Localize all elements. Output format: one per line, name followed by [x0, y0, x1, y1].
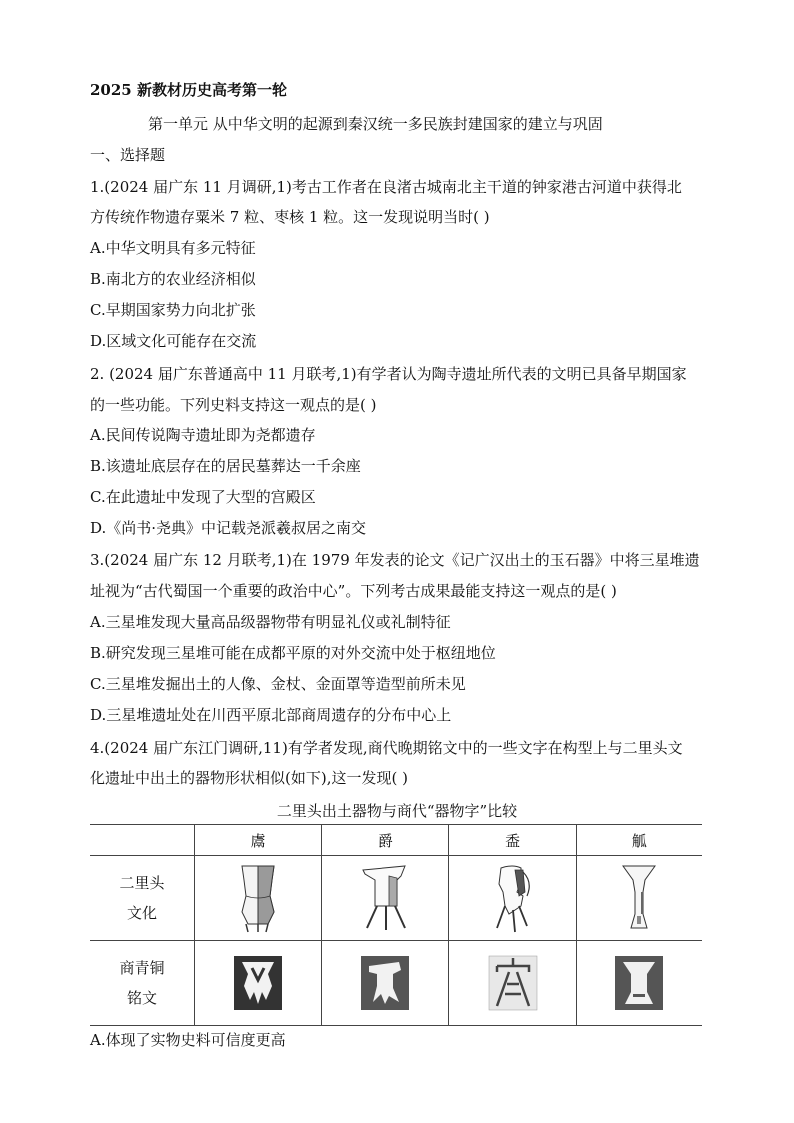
table-caption: 二里头出土器物与商代“器物字”比较 [276, 802, 518, 820]
inscription-yan-image [194, 941, 321, 1026]
gu-inscription-rubbing [609, 952, 669, 1014]
row-label-line: 商青铜 [119, 959, 165, 977]
row-label-line: 铭文 [126, 989, 157, 1007]
question-3-option-d: D.三星堆遗址处在川西平原北部商周遗存的分布中心上 [90, 706, 452, 724]
question-1-stem-line-2: 方传统作物遗存粟米 7 粒、枣核 1 粒。这一发现说明当时( ) [90, 208, 490, 226]
question-2-option-c: C.在此遗址中发现了大型的宫殿区 [90, 488, 316, 506]
row-label-line: 文化 [126, 904, 157, 922]
erlitou-he-image [449, 856, 576, 941]
row-label-shang-bronze [90, 941, 194, 1026]
question-1-option-d: D.区域文化可能存在交流 [90, 332, 257, 350]
comparison-table [90, 824, 702, 1026]
question-3-option-c: C.三星堆发掘出土的人像、金杖、金面罩等造型前所未见 [90, 675, 466, 693]
question-1-option-c: C.早期国家势力向北扩张 [90, 301, 256, 319]
question-4-option-a: A.体现了实物史料可信度更高 [90, 1031, 286, 1049]
column-header-yan: 鬳 [194, 825, 321, 856]
he-vessel-drawing [483, 862, 543, 934]
question-2-stem-line-1: 2. (2024 届广东普通高中 11 月联考,1)有学者认为陶寺遗址所代表的文明已具备早期国家 [90, 365, 687, 383]
erlitou-jue-image [322, 856, 449, 941]
document-title: 2025 新教材历史高考第一轮 [90, 81, 287, 99]
table-header-corner [90, 825, 194, 856]
row-label-line: 二里头 [119, 874, 165, 892]
question-3-stem-line-1: 3.(2024 届广东 12 月联考,1)在 1979 年发表的论文《记广汉出土的玉石器》中将三星堆遗 [90, 551, 700, 569]
inscription-he-image [449, 941, 576, 1026]
he-inscription-rubbing [483, 952, 543, 1014]
erlitou-gu-image [576, 856, 702, 941]
question-3-stem-line-2: 址视为“古代蜀国一个重要的政治中心”。下列考古成果最能支持这一观点的是( ) [90, 582, 617, 600]
question-2-option-b: B.该遗址底层存在的居民墓葬达一千余座 [90, 457, 361, 475]
question-4-stem-line-1: 4.(2024 届广东江门调研,11)有学者发现,商代晚期铭文中的一些文字在构型上与二里头文 [90, 739, 683, 757]
question-3-option-b: B.研究发现三星堆可能在成都平原的对外交流中处于枢纽地位 [90, 644, 496, 662]
question-3-option-a: A.三星堆发现大量高品级器物带有明显礼仪或礼制特征 [90, 613, 451, 631]
section-heading: 一、选择题 [90, 146, 166, 164]
row-label-erlitou [90, 856, 194, 941]
column-header-gu: 觚 [576, 825, 702, 856]
inscription-gu-image [576, 941, 702, 1026]
question-4-stem-line-2: 化遗址中出土的器物形状相似(如下),这一发现( ) [90, 769, 408, 787]
table-row [90, 856, 702, 941]
jue-vessel-drawing [355, 862, 415, 934]
column-header-jue: 爵 [322, 825, 449, 856]
table-row [90, 941, 702, 1026]
table-header-row [90, 825, 702, 856]
yan-inscription-rubbing [228, 952, 288, 1014]
question-1-stem-line-1: 1.(2024 届广东 11 月调研,1)考古工作者在良渚古城南北主干道的钟家港古河道中获得北 [90, 178, 682, 196]
question-1-option-b: B.南北方的农业经济相似 [90, 270, 256, 288]
question-2-option-a: A.民间传说陶寺遗址即为尧都遗存 [90, 426, 316, 444]
unit-heading: 第一单元 从中华文明的起源到秦汉统一多民族封建国家的建立与巩固 [148, 115, 603, 133]
question-2-option-d: D.《尚书·尧典》中记载尧派羲叔居之南交 [90, 519, 367, 537]
column-header-he: 盉 [449, 825, 576, 856]
inscription-jue-image [322, 941, 449, 1026]
gu-vessel-drawing [609, 862, 669, 934]
question-2-stem-line-2: 的一些功能。下列史料支持这一观点的是( ) [90, 396, 377, 414]
jue-inscription-rubbing [355, 952, 415, 1014]
question-1-option-a: A.中华文明具有多元特征 [90, 239, 256, 257]
erlitou-yan-image [194, 856, 321, 941]
yan-vessel-drawing [228, 862, 288, 934]
